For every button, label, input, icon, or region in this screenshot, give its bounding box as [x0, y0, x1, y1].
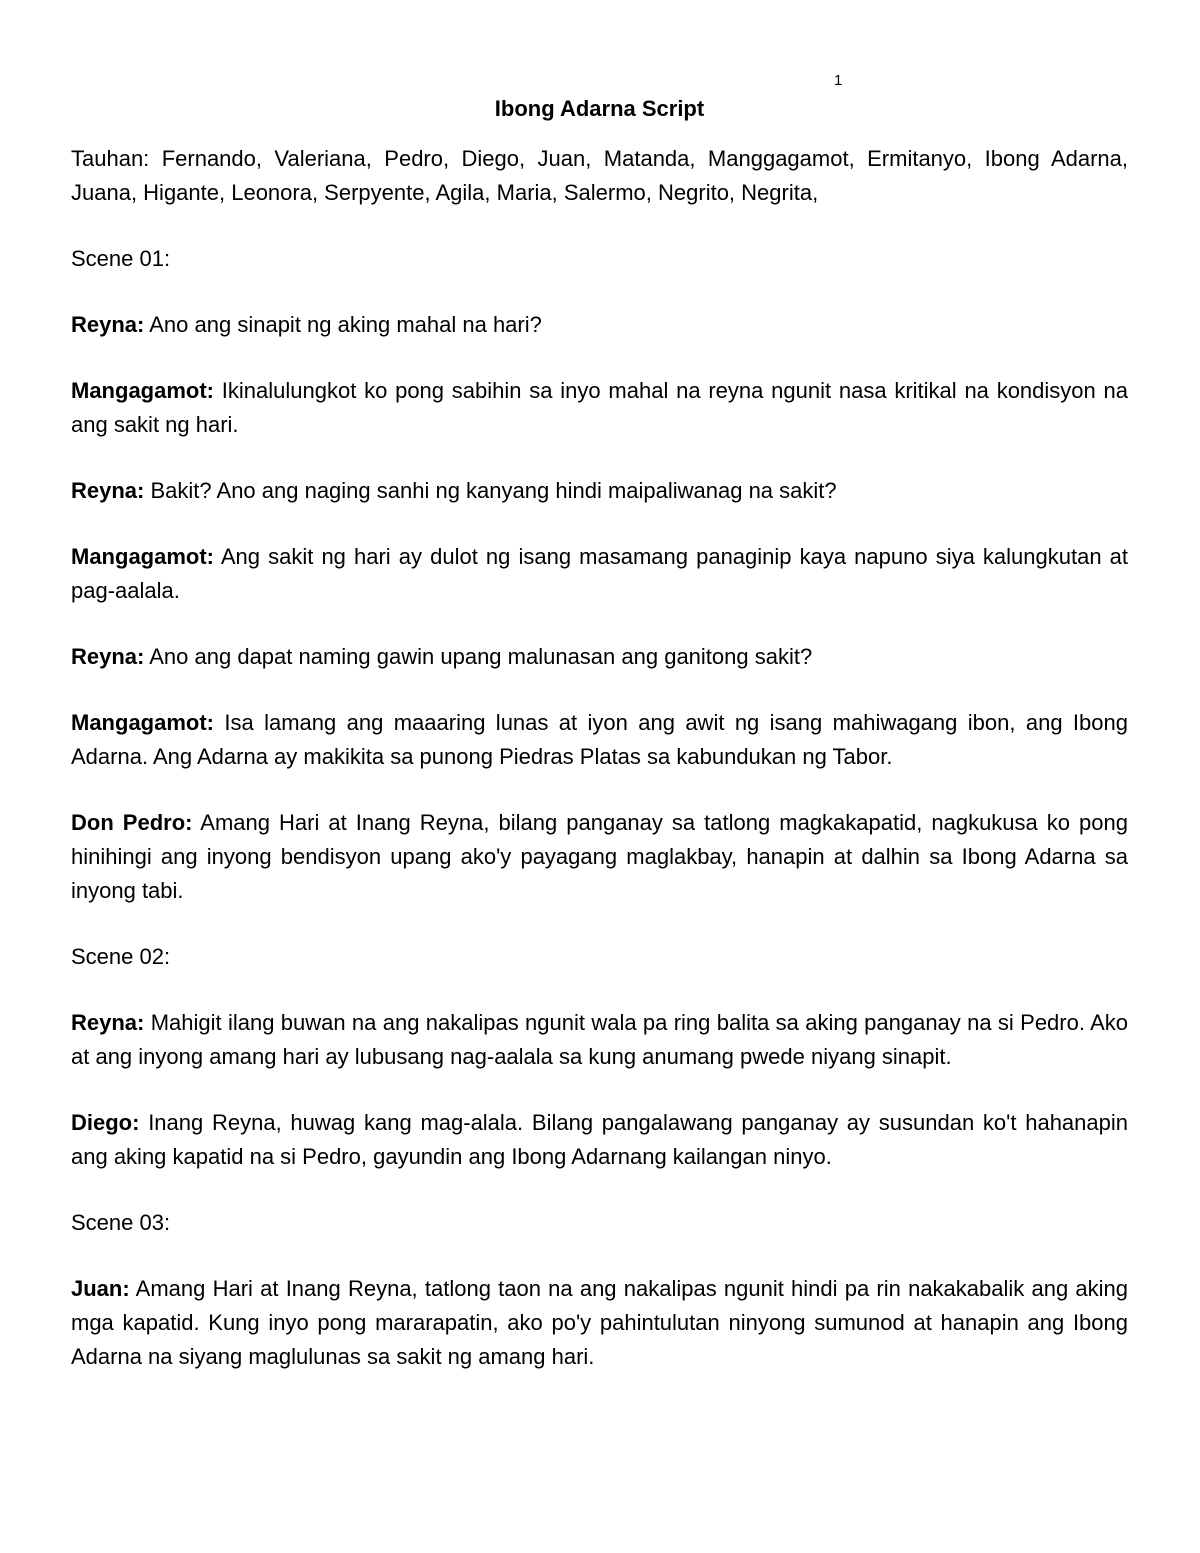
dialogue-text: Ano ang dapat naming gawin upang malunasan ang ganitong sakit? [144, 644, 813, 669]
dialogue-text: Amang Hari at Inang Reyna, tatlong taon na ang nakalipas ngunit hindi pa rin nakakabalik ang aking mga kapatid. Kung inyo pong mararapatin, ako po'y pahintulutan ninyong sumunod at hanapin ang Ibong Adarna na siyang maglulunas sa sakit ng amang hari. [71, 1276, 1128, 1369]
speaker-name: Reyna: [71, 478, 145, 503]
speaker-name: Mangagamot: [71, 710, 214, 735]
speaker-name: Don Pedro: [71, 810, 193, 835]
scene-heading: Scene 01: [71, 246, 171, 271]
dialogue-text: Ikinalulungkot ko pong sabihin sa inyo mahal na reyna ngunit nasa kritikal na kondisyon na ang sakit ng hari. [71, 378, 1128, 437]
speaker-name: Mangagamot: [71, 544, 214, 569]
dialogue-line [71, 1006, 1128, 1074]
speaker-name: Mangagamot: [71, 378, 214, 403]
speaker-name: Reyna: [71, 644, 145, 669]
document-body [71, 92, 1128, 1406]
dialogue-line [71, 640, 1128, 674]
dialogue-line [71, 1272, 1128, 1374]
speaker-name: Reyna: [71, 312, 145, 337]
dialogue-text: Mahigit ilang buwan na ang nakalipas ngunit wala pa ring balita sa aking panganay na si Pedro. Ako at ang inyong amang hari ay lubusang nag-aalala sa kung anumang pwede niyang sinapit. [71, 1010, 1128, 1069]
dialogue-text: Ano ang sinapit ng aking mahal na hari? [144, 312, 542, 337]
dialogue-text: Inang Reyna, huwag kang mag-alala. Bilang pangalawang panganay ay susundan ko't hahanapin ang aking kapatid na si Pedro, gayundin ang Ibong Adarnang kailangan ninyo. [71, 1110, 1128, 1169]
dialogue-line [71, 474, 1128, 508]
scene-heading: Scene 02: [71, 944, 171, 969]
dialogue-line [71, 1106, 1128, 1174]
dialogue-line [71, 374, 1128, 442]
dialogue-text: Bakit? Ano ang naging sanhi ng kanyang hindi maipaliwanag na sakit? [144, 478, 837, 503]
cast-list: Tauhan: Fernando, Valeriana, Pedro, Diego, Juan, Matanda, Manggagamot, Ermitanyo, Ibong Adarna, Juana, Higante, Leonora, Serpyente, Agila, Maria, Salermo, Negrito, Negrita, [71, 146, 1128, 205]
dialogue-line [71, 540, 1128, 608]
page-number: 1 [834, 72, 843, 89]
dialogue-text: Ang sakit ng hari ay dulot ng isang masamang panaginip kaya napuno siya kalungkutan at pag-aalala. [71, 544, 1128, 603]
dialogue-line [71, 806, 1128, 908]
speaker-name: Reyna: [71, 1010, 145, 1035]
speaker-name: Juan: [71, 1276, 130, 1301]
speaker-name: Diego: [71, 1110, 140, 1135]
document-title: Ibong Adarna Script [494, 96, 705, 121]
dialogue-text: Amang Hari at Inang Reyna, bilang panganay sa tatlong magkakapatid, nagkukusa ko pong hinihingi ang inyong bendisyon upang ako'y payagang maglakbay, hanapin at dalhin sa Ibong Adarna sa inyong tabi. [71, 810, 1128, 903]
dialogue-line [71, 308, 1128, 342]
scene-heading: Scene 03: [71, 1210, 171, 1235]
dialogue-line [71, 706, 1128, 774]
dialogue-text: Isa lamang ang maaaring lunas at iyon ang awit ng isang mahiwagang ibon, ang Ibong Adarna. Ang Adarna ay makikita sa punong Piedras Platas sa kabundukan ng Tabor. [71, 710, 1128, 769]
